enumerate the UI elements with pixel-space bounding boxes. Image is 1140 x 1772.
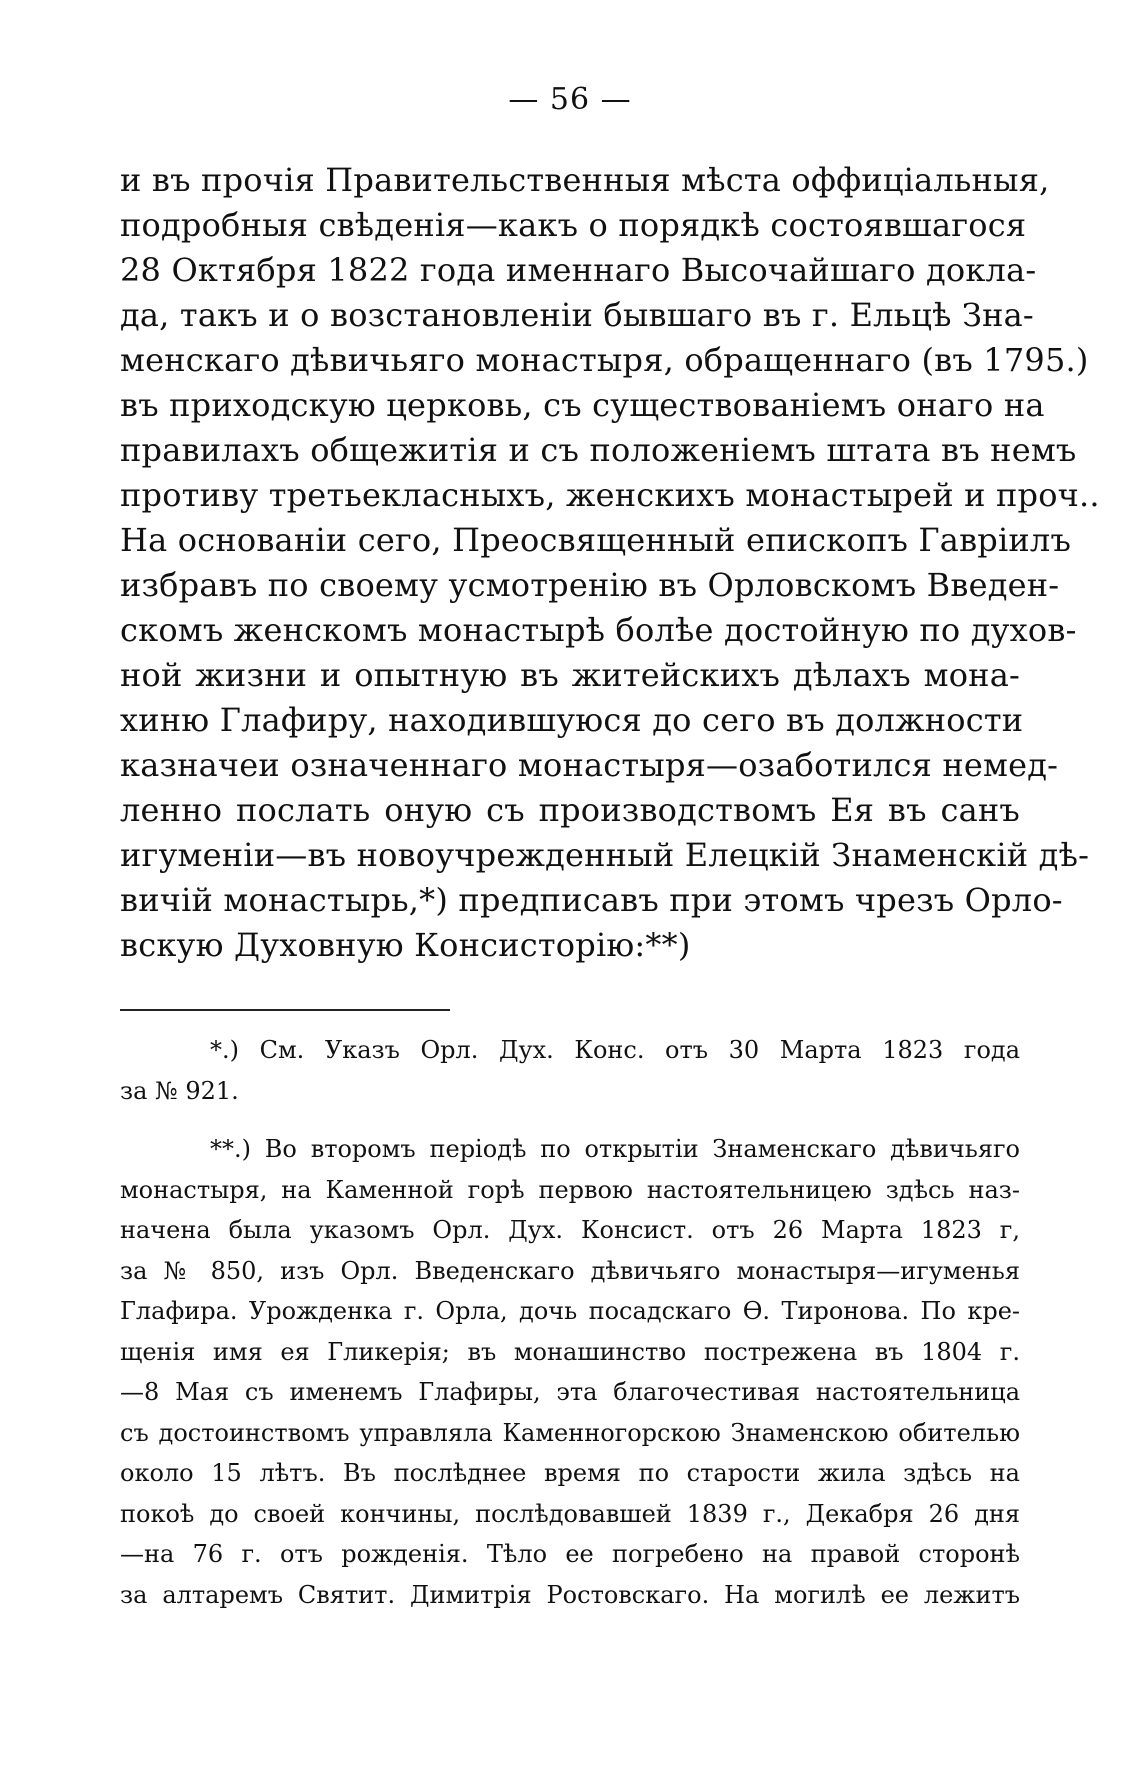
footnote-2-line: Глафира. Урожденка г. Орла, дочь посадскаго Ѳ. Тиронова. По кре-: [120, 1297, 1020, 1325]
page-number: — 56 —: [508, 82, 632, 117]
text-line: въ приходскую церковь, съ существованіемъ онаго на: [120, 386, 1045, 424]
footnote-gap: [120, 1111, 1020, 1129]
footnote-2-line: за алтаремъ Святит. Димитрія Ростовскаго. На могилѣ ее лежитъ: [120, 1580, 1020, 1609]
text-line: казначеи означеннаго монастыря—озаботился немед-: [120, 746, 1059, 784]
footnote-2-line: —на 76 г. отъ рожденія. Тѣло ее погребено на правой сторонѣ: [120, 1540, 1020, 1568]
footnote-2-line: съ достоинствомъ управляла Каменногорскою Знаменскою обителью: [120, 1418, 1020, 1447]
text-line: избравъ по своему усмотренію въ Орловскомъ Введен-: [120, 566, 1060, 604]
text-line: скомъ женскомъ монастырѣ болѣе достойную по духов-: [120, 611, 1077, 649]
footnote-2-line: **.) Во второмъ періодѣ по открытіи Знаменскаго дѣвичьяго: [210, 1135, 1020, 1163]
main-text: [120, 158, 1100, 968]
text-line: менскаго дѣвичьяго монастыря, обращеннаго (въ 1795.): [120, 341, 1089, 379]
footnote-2-line: за № 850, изъ Орл. Введенскаго дѣвичьяго монастыря—игуменья: [120, 1256, 1020, 1285]
footnote-2-line: покоѣ до своей кончины, послѣдовавшей 1839 г., Декабря 26 дня: [120, 1499, 1020, 1528]
footnote-1-line: за № 921.: [120, 1076, 239, 1105]
footnote-1-line: *.) См. Указъ Орл. Дух. Конс. отъ 30 Марта 1823 года: [210, 1036, 1020, 1064]
text-line: правилахъ общежитія и съ положеніемъ штата въ немъ: [120, 431, 1077, 469]
footnote-2-line: щенія имя ея Гликерія; въ монашинство пострежена въ 1804 г.: [120, 1337, 1020, 1366]
footnotes: [120, 1030, 1020, 1615]
text-line: и въ прочія Правительственныя мѣста оффиціальныя,: [120, 161, 1050, 199]
footnote-2-line: начена была указомъ Орл. Дух. Консист. отъ 26 Марта 1823 г,: [120, 1216, 1020, 1244]
footnote-2-line: около 15 лѣтъ. Въ послѣднее время по старости жила здѣсь на: [120, 1459, 1020, 1487]
text-line: да, такъ и о возстановленіи бывшаго въ г. Ельцѣ Зна-: [120, 296, 1034, 334]
text-line: подробныя свѣденія—какъ о порядкѣ состоявшагося: [120, 206, 1027, 244]
text-line: 28 Октября 1822 года именнаго Высочайшаго докла-: [120, 251, 1037, 289]
text-line: игуменіи—въ новоучрежденный Елецкій Знаменскій дѣ-: [120, 836, 1090, 874]
footnote-2-line: монастыря, на Каменной горѣ первою настоятельницею здѣсь наз-: [120, 1175, 1020, 1204]
text-line: На основаніи сего, Преосвященный епископъ Гавріилъ: [120, 521, 1072, 559]
footnote-2-line: —8 Мая съ именемъ Глафиры, эта благочестивая настоятельница: [120, 1378, 1020, 1406]
text-line: вичій монастырь,*) предписавъ при этомъ чрезъ Орло-: [120, 881, 1063, 919]
footnote-divider: [120, 1009, 450, 1011]
text-line: ленно послать оную съ производствомъ Ея въ санъ: [120, 791, 1020, 829]
text-line: ной жизни и опытную въ житейскихъ дѣлахъ мона-: [120, 656, 1020, 694]
text-line: хиню Глафиру, находившуюся до сего въ должности: [120, 701, 1024, 739]
text-line: противу третьекласныхъ, женскихъ монастырей и проч..: [120, 476, 1100, 514]
text-line: вскую Духовную Консисторію:**): [120, 926, 691, 964]
